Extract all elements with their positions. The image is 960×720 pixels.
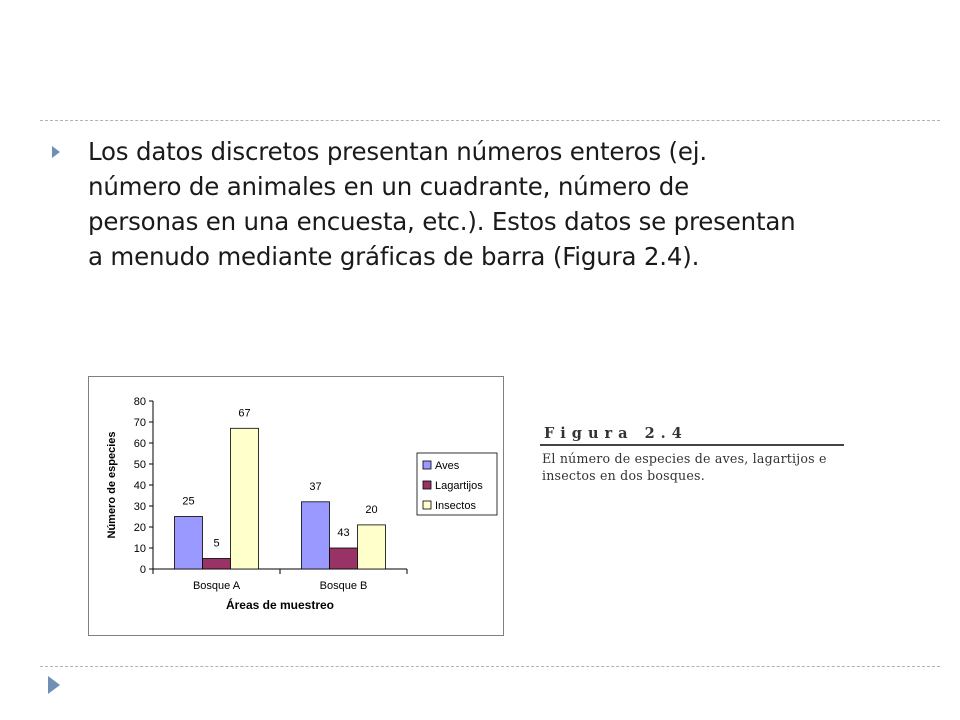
caption-line: insectos en dos bosques. — [542, 468, 705, 483]
data-label: 20 — [365, 503, 378, 516]
y-tick-label: 80 — [133, 396, 146, 408]
legend-swatch — [423, 501, 431, 509]
bar — [203, 559, 231, 570]
x-axis-title: Áreas de muestreo — [225, 598, 335, 612]
bar — [330, 548, 358, 569]
legend-label: Lagartijos — [435, 480, 483, 492]
y-tick-label: 10 — [133, 543, 146, 555]
bullet-line: personas en una encuesta, etc.). Estos datos se presentan — [88, 207, 796, 236]
y-tick-label: 50 — [133, 459, 146, 471]
y-axis-title: Número de especies — [106, 431, 118, 539]
data-label: 25 — [182, 495, 195, 508]
y-tick-label: 40 — [133, 480, 146, 492]
top-divider — [40, 120, 940, 121]
data-label: 67 — [238, 407, 251, 420]
bullet-line: número de animales en un cuadrante, número de — [88, 172, 689, 201]
caption-line: El número de especies de aves, lagartijos e — [542, 451, 827, 466]
figure-caption-text — [540, 446, 870, 484]
legend-label: Insectos — [435, 500, 476, 512]
data-label: 37 — [309, 480, 322, 493]
figure-caption — [540, 425, 870, 484]
y-tick-label: 0 — [139, 564, 146, 576]
bullet-icon — [52, 146, 60, 158]
legend-label: Aves — [435, 460, 460, 472]
bar — [302, 502, 330, 569]
x-tick-label: Bosque B — [319, 580, 368, 592]
y-tick-label: 30 — [133, 501, 146, 513]
figure-caption-title: Figura 2.4 — [540, 425, 844, 446]
y-tick-label: 60 — [133, 438, 146, 450]
data-label: 43 — [337, 527, 350, 539]
bullet-text — [88, 134, 908, 274]
legend-swatch — [423, 461, 431, 469]
bar — [231, 428, 259, 569]
y-tick-label: 70 — [133, 417, 146, 429]
bar — [175, 517, 203, 570]
data-label: 5 — [213, 537, 220, 550]
legend-swatch — [423, 481, 431, 489]
bar — [358, 525, 386, 569]
y-tick-label: 20 — [133, 522, 146, 534]
bullet-line: a menudo mediante gráficas de barra (Figura 2.4). — [88, 242, 700, 271]
bar-chart — [88, 376, 504, 636]
x-tick-label: Bosque A — [192, 580, 241, 592]
next-slide-icon[interactable] — [48, 676, 60, 694]
bar-chart-svg — [89, 377, 503, 635]
bullet-line: Los datos discretos presentan números enteros (ej. — [88, 137, 707, 166]
bottom-divider — [40, 666, 940, 667]
